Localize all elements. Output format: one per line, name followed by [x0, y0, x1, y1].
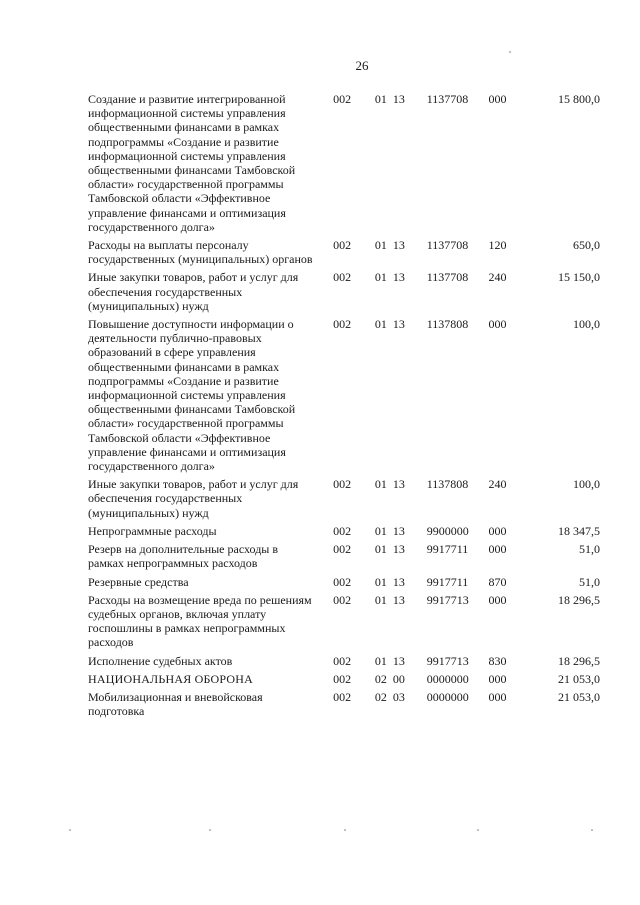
row-rz: 01: [374, 270, 387, 285]
table-row: [88, 270, 600, 313]
row-cs: 0000000: [426, 671, 469, 686]
row-sum: 15 800,0: [558, 92, 600, 106]
scan-speck: [477, 829, 479, 831]
row-rz-pr: [375, 238, 427, 252]
row-cs: 9900000: [426, 523, 469, 538]
row-sum: 100,0: [573, 317, 600, 332]
row-rz-pr: [375, 92, 427, 106]
row-pr: 13: [392, 574, 405, 589]
row-rz: 01: [374, 477, 387, 492]
row-cs: 0000000: [426, 689, 469, 704]
row-rz: 01: [374, 542, 387, 557]
row-rz-pr: [375, 575, 427, 589]
row-rz-pr: [375, 524, 427, 538]
row-sum: 650,0: [573, 238, 600, 253]
row-cs: 1137708: [426, 270, 469, 285]
row-cs: 9917713: [426, 653, 469, 668]
table-row: [88, 593, 600, 650]
scan-speck: [344, 829, 346, 831]
row-rz-pr: [375, 654, 427, 668]
row-sum: 100,0: [573, 477, 600, 492]
row-rz-pr: [375, 672, 427, 686]
table-row: [88, 654, 600, 668]
row-pr: 13: [392, 542, 405, 557]
row-name: Исполнение судебных актов: [88, 653, 233, 668]
table-row: [88, 524, 600, 538]
row-cs: 1137808: [426, 317, 469, 332]
row-rz-pr: [375, 317, 427, 331]
row-pr: 13: [392, 592, 405, 607]
row-sum: 18 296,5: [558, 592, 600, 607]
page-number: 26: [355, 58, 369, 73]
table-row: [88, 690, 600, 718]
row-vr: 000: [488, 317, 507, 332]
row-name: Иные закупки товаров, работ и услуг для обеспечения государственных (муниципальных) нужд: [88, 270, 299, 313]
row-name: Иные закупки товаров, работ и услуг для обеспечения государственных (муниципальных) нужд: [88, 477, 299, 520]
row-rz: 01: [374, 653, 387, 668]
budget-table: [88, 92, 600, 722]
row-ved: 002: [333, 574, 352, 589]
row-vr: 000: [488, 671, 507, 686]
row-name: Резерв на дополнительные расходы в рамках непрограммных расходов: [88, 542, 279, 571]
row-sum: 18 347,5: [558, 523, 600, 538]
row-ved: 002: [333, 653, 352, 668]
scan-speck: [69, 829, 71, 831]
row-ved: 002: [333, 592, 352, 607]
row-vr: 240: [488, 270, 507, 285]
row-name: НАЦИОНАЛЬНАЯ ОБОРОНА: [88, 671, 253, 686]
row-rz: 01: [374, 238, 387, 253]
row-vr: 000: [488, 523, 507, 538]
row-ved: 002: [333, 92, 352, 106]
row-cs: 1137808: [426, 477, 469, 492]
row-sum: 15 150,0: [558, 270, 600, 285]
row-cs: 9917713: [426, 592, 469, 607]
row-vr: 240: [488, 477, 507, 492]
row-pr: 13: [392, 653, 405, 668]
row-pr: 03: [392, 689, 405, 704]
table-row: [88, 542, 600, 570]
row-pr: 13: [392, 523, 405, 538]
row-rz-pr: [375, 270, 427, 284]
row-vr: 000: [488, 542, 507, 557]
row-ved: 002: [333, 671, 352, 686]
row-ved: 002: [333, 238, 352, 253]
row-rz: 01: [374, 523, 387, 538]
row-name: Непрограммные расходы: [88, 523, 217, 538]
row-sum: 21 053,0: [558, 671, 600, 686]
row-sum: 18 296,5: [558, 653, 600, 668]
row-ved: 002: [333, 542, 352, 557]
row-ved: 002: [333, 523, 352, 538]
row-vr: 120: [488, 238, 507, 253]
row-rz: 01: [374, 592, 387, 607]
row-name: Повышение доступности информации о деятельности публично-правовых образований в сфере управления общественными финансами в рамках подпрограммы «Создание и развитие информационной системы управления общественными финансами Тамбовской области» государственной программы Тамбовской области «Эффективное управление финансами и оптимизация государственного долга»: [88, 317, 296, 474]
row-sum: 21 053,0: [558, 689, 600, 704]
table-row: [88, 672, 600, 686]
row-cs: 1137708: [426, 92, 469, 106]
table-row: [88, 575, 600, 589]
row-cs: 9917711: [426, 574, 469, 589]
row-rz: 02: [374, 671, 387, 686]
row-sum: 51,0: [579, 574, 600, 589]
row-rz-pr: [375, 593, 427, 607]
row-rz-pr: [375, 690, 427, 704]
row-cs: 1137708: [426, 238, 469, 253]
row-name: Расходы на возмещение вреда по решениям судебных органов, включая уплату госпошлины в рамках непрограммных расходов: [88, 592, 312, 650]
table-row: [88, 238, 600, 266]
row-vr: 000: [488, 689, 507, 704]
row-ved: 002: [333, 689, 352, 704]
row-rz: 01: [374, 574, 387, 589]
row-pr: 00: [392, 671, 405, 686]
row-cs: 9917711: [426, 542, 469, 557]
row-name: Расходы на выплаты персоналу государственных (муниципальных) органов: [88, 238, 313, 267]
row-sum: 51,0: [579, 542, 600, 557]
table-row: [88, 477, 600, 520]
row-name: Резервные средства: [88, 574, 189, 589]
row-vr: 870: [488, 574, 507, 589]
scan-speck: [209, 829, 211, 831]
row-pr: 13: [392, 270, 405, 285]
row-pr: 13: [392, 92, 405, 106]
scan-speck: [509, 51, 511, 53]
row-ved: 002: [333, 477, 352, 492]
row-pr: 13: [392, 317, 405, 332]
row-pr: 13: [392, 477, 405, 492]
row-vr: 000: [488, 592, 507, 607]
row-vr: 830: [488, 653, 507, 668]
scan-speck: [591, 829, 593, 831]
row-rz: 01: [374, 317, 387, 332]
row-rz-pr: [375, 542, 427, 556]
row-name: Создание и развитие интегрированной информационной системы управления общественными финансами в рамках подпрограммы «Создание и развитие информационной системы управления общественными финансами Тамбовской области» государственной программы Тамбовской области «Эффективное управление финансами и оптимизация государственного долга»: [88, 92, 296, 234]
table-row: [88, 92, 600, 234]
row-ved: 002: [333, 317, 352, 332]
row-ved: 002: [333, 270, 352, 285]
row-pr: 13: [392, 238, 405, 253]
row-rz-pr: [375, 477, 427, 491]
table-row: [88, 317, 600, 473]
row-vr: 000: [488, 92, 507, 106]
row-name: Мобилизационная и вневойсковая подготовка: [88, 689, 263, 719]
row-rz: 02: [374, 689, 387, 704]
row-rz: 01: [374, 92, 387, 106]
